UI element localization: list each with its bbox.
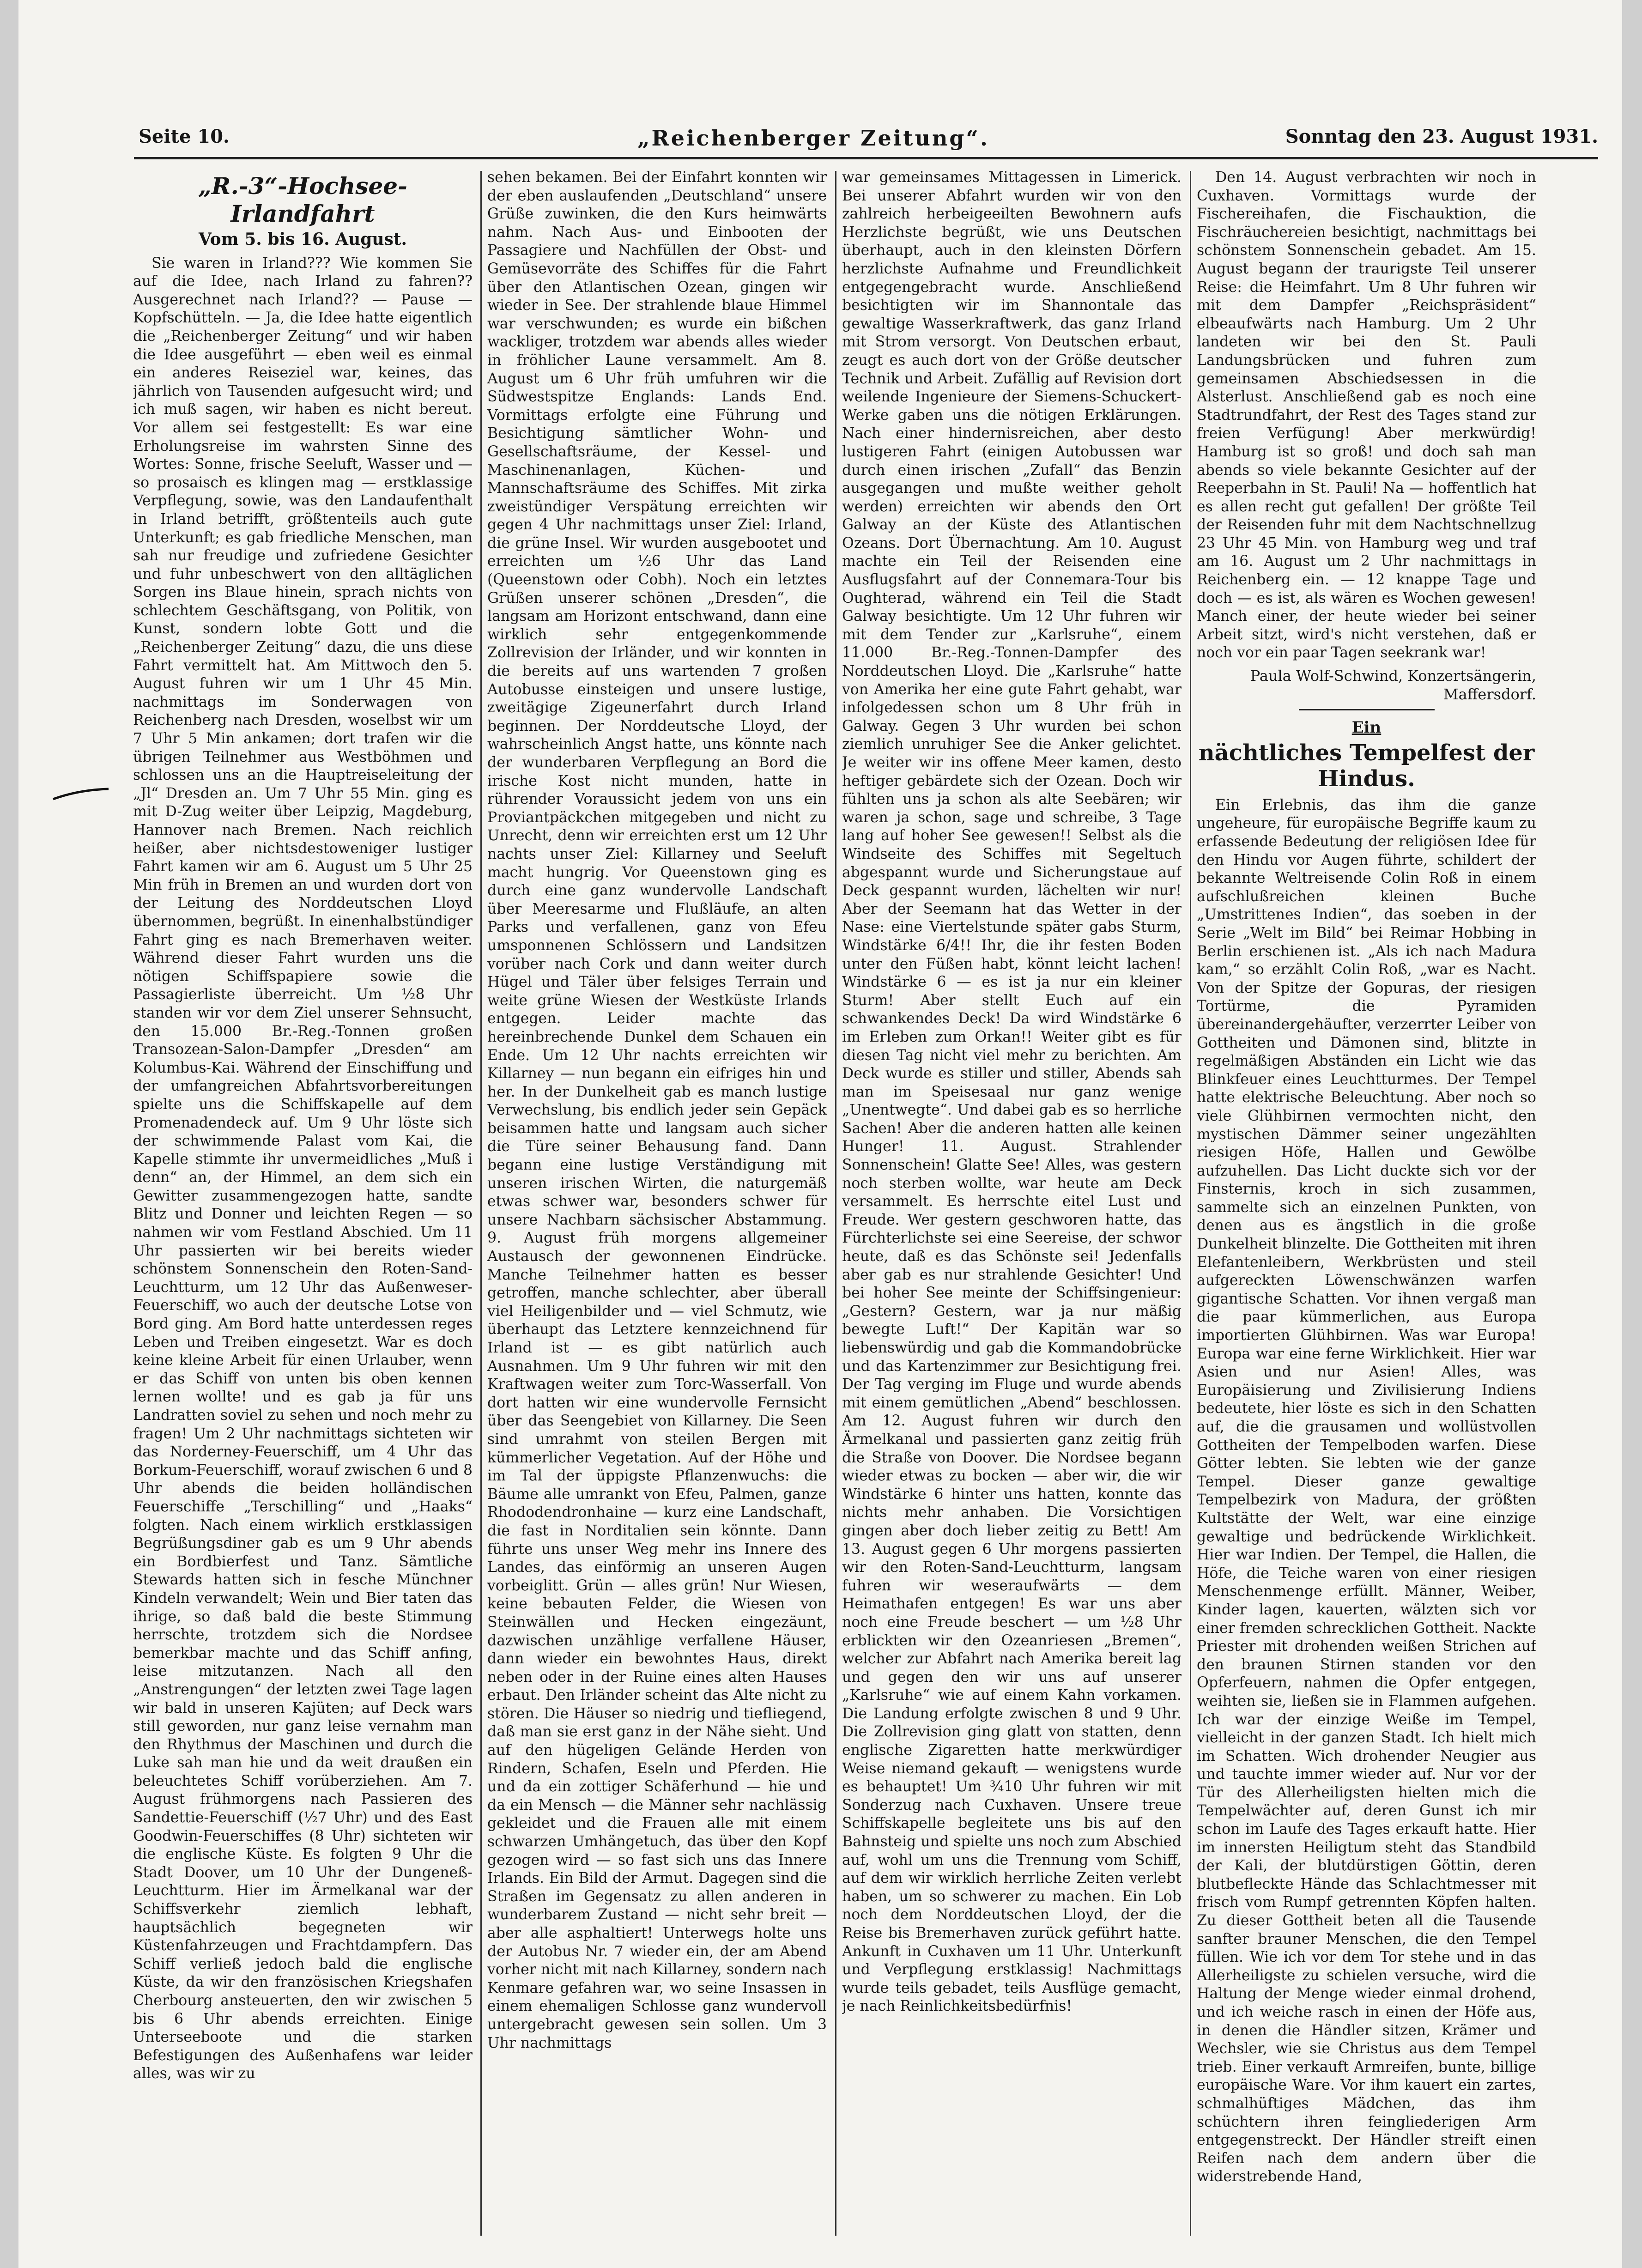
pencil-mark bbox=[51, 781, 111, 808]
issue-date: Sonntag den 23. August 1931. bbox=[1285, 126, 1598, 147]
column-4 bbox=[1197, 169, 1536, 2238]
article-separator bbox=[1299, 709, 1435, 710]
article-title: „R.-3“-Hochsee-Irlandfahrt bbox=[198, 172, 407, 227]
newspaper-page bbox=[18, 0, 1622, 2268]
page-header bbox=[120, 126, 1598, 153]
article-kicker: Ein bbox=[1351, 718, 1381, 737]
article-text: Ein Erlebnis, das ihm die ganze ungeheure, für europäische Begriffe kaum zu erfassende Bedeutung der religiösen Idee für den Hindu vor Augen führte, schildert der bekannte Weltreisende Colin Roß in einem aufschlußreichen kleinen Buche „Umstrittenes Indien“, das soeben in der Serie „Welt im Bild“ bei Reimar Hobbing in Berlin erschienen ist. „Als ich nach Madura kam,“ so erzählt Colin Roß, „war es Nacht. Von der Spitze der Gopuras, der riesigen Tortürme, die Pyramiden übereinandergehäufter, verzerrter Leiber von Gottheiten und Dämonen sind, blitzte in regelmäßigen Abständen ein Licht wie das Blinkfeuer eines Leuchtturmes. Der Tempel hatte elektrische Beleuchtung. Aber noch so viele Glühbirnen vermochten nicht, den mystischen Dämmer seiner ungezählten riesigen Höfe, Hallen und Gewölbe aufzuhellen. Das Licht duckte sich vor der Finsternis, kroch in sich zusammen, sammelte sich an einzelnen Punkten, von denen aus es ängstlich in die große Dunkelheit blinzelte. Die Gottheiten mit ihren Elefantenleibern, Werkbrüsten und steil aufgereckten Löwenschwänzen warfen gigantische Schatten. Vor ihnen vergaß man die paar kümmerlichen, aus Europa importierten Glühbirnen. Was war Europa! Europa war eine ferne Wirklichkeit. Hier war Asien und nur Asien! Alles, was Europäisierung und Zivilisierung Indiens bedeutete, hier löste es sich in den Schatten auf, die die grausamen und wollüstvollen Gottheiten der Tempelboden warfen. Diese Götter lebten. Sie lebten wie der ganze Tempel. Dieser ganze gewaltige Tempelbezirk von Madura, der größten Kultstätte der Welt, war eine einzige gewaltige und bedrückende Wirklichkeit. Hier war Indien. Der Tempel, die Hallen, die Höfe, die Teiche waren von einer riesigen Menschenmenge erfüllt. Männer, Weiber, Kinder lagen, kauerten, wälzten sich vor einer fremden schrecklichen Gottheit. Nackte Priester mit drohenden weißen Strichen auf den braunen Stirnen standen vor den Opferfeuern, nahmen die Opfer entgegen, weihten sie, ließen sie in Flammen aufgehen. Ich war der einzige Weiße im Tempel, vielleicht in der ganzen Stadt. Ich hielt mich im Schatten. Wich drohender Neugier aus und tauchte immer wieder auf. Nur vor der Tür des Allerheiligsten hielten mich die Tempelwächter auf, deren Gunst ich mir schon im Laufe des Tages erkauft hatte. Hier im innersten Heiligtum steht das Standbild der Kali, der blutdürstigen Göttin, deren blutbefleckte Hände das Schlachtmesser mit frisch vom Rumpf getrennten Köpfen halten. Zu dieser Gottheit beten all die Tausende sanfter brauner Menschen, die den Tempel füllen. Wie ich vor dem Tor stehe und in das Allerheiligste zu schielen versuche, wird die Haltung der Menge wieder einmal drohend, und ich weiche rasch in einen der Höfe aus, in denen die Händler sitzen, Krämer und Wechsler, wie sie Christus aus dem Tempel trieb. Einer verkauft Armreifen, bunte, billige europäische Ware. Vor ihm kauert ein zartes, schmalhüftiges Mädchen, das ihm schüchtern ihren feingliederigen Arm entgegenstreckt. Der Händler streift einen Reifen nach dem andern über die widerstrebende Hand, bbox=[1197, 796, 1536, 2185]
column-divider bbox=[835, 171, 836, 2236]
article-text: Sie waren in Irland??? Wie kommen Sie auf die Idee, nach Irland zu fahren?? Ausgerechnet nach Irland?? — Pause — Kopfschütteln. — Ja, die Idee hatte eigentlich die „Reichenberger Zeitung“ und wir haben die Idee ausgeführt — eben weil es einmal ein anderes Reiseziel war, keines, das jährlich von Tausenden aufgesucht wird; und ich muß sagen, wir haben es nicht bereut. Vor allem sei festgestellt: Es war eine Erholungsreise im wahrsten Sinne des Wortes: Sonne, frische Seeluft, Wasser und — so prosaisch es klingen mag — erstklassige Verpflegung, sowie, was den Landaufenthalt in Irland betrifft, größtenteils auch gute Unterkunft; es gab friedliche Menschen, man sah nur freudige und zufriedene Gesichter und fuhr unbeschwert von den alltäglichen Sorgen ins Blaue hinein, sprach nichts von schlechtem Geschäftsgang, von Politik, von Kunst, sondern lobte Gott und die „Reichenberger Zeitung“ dazu, die uns diese Fahrt vermittelt hat. Am Mittwoch den 5. August fuhren wir um 1 Uhr 45 Min. nachmittags im Sonderwagen von Reichenberg nach Dresden, woselbst wir um 7 Uhr 5 Min ankamen; dort trafen wir die übrigen Teilnehmer aus Westböhmen und schlossen uns an die Hauptreiseleitung der „Jl“ Dresden an. Um 7 Uhr 55 Min. ging es mit D-Zug weiter über Leipzig, Magdeburg, Hannover nach Bremen. Nach reichlich heißer, aber nichtsdestoweniger lustiger Fahrt kamen wir am 6. August um 5 Uhr 25 Min früh in Bremen an und wurden dort von der Leitung des Norddeutschen Lloyd übernommen, begrüßt. In einenhalbstündiger Fahrt ging es nach Bremerhaven weiter. Während dieser Fahrt wurden uns die nötigen Schiffspapiere sowie die Passagierliste überreicht. Um ½8 Uhr standen wir vor dem Ziel unserer Sehnsucht, den 15.000 Br.-Reg.-Tonnen großen Transozean-Salon-Dampfer „Dresden“ am Kolumbus-Kai. Während der Einschiffung und der umfangreichen Abfahrtsvorbereitungen spielte uns die Schiffskapelle auf dem Promenadendeck auf. Um 9 Uhr löste sich der schwimmende Palast vom Kai, die Kapelle stimmte ihr unvermeidliches „Muß i denn“ an, der Himmel, an dem sich ein Gewitter zusammengezogen hatte, sandte Blitz und Donner und leichten Regen — so nahmen wir vom Festland Abschied. Um 11 Uhr passierten wir bei bereits wieder schönstem Sonnenschein den Roten-Sand-Leuchtturm, um 12 Uhr das Außenweser-Feuerschiff, wo auch der deutsche Lotse von Bord ging. Am Bord hatte unterdessen reges Leben und Treiben eingesetzt. War es doch keine kleine Arbeit für einen Urlauber, wenn er das Schiff von unten bis oben kennen lernen wollte! und es gab ja für uns Landratten soviel zu sehen und noch mehr zu fragen! Um 2 Uhr nachmittags sichteten wir das Norderney-Feuerschiff, um 4 Uhr das Borkum-Feuerschiff, worauf zwischen 6 und 8 Uhr abends die beiden holländischen Feuerschiffe „Terschilling“ und „Haaks“ folgten. Nach einem wirklich erstklassigen Begrüßungsdiner gab es um 9 Uhr abends ein Bordbierfest und Tanz. Sämtliche Stewards hatten sich in fesche Münchner Kindeln verwandelt; Wein und Bier taten das ihrige, so daß bald die beste Stimmung herrschte, trotzdem sich die Nordsee bemerkbar machte und das Schiff anfing, leise mitzutanzen. Nach all den „Anstrengungen“ der letzten zwei Tage lagen wir bald in unseren Kajüten; auf Deck wars still geworden, nur ganz leise vernahm man den Rhythmus der Maschinen und durch die Luke sah man hie und da weit draußen ein beleuchtetes Schiff vorüberziehen. Am 7. August frühmorgens nach Passieren des Sandettie-Feuerschiff (½7 Uhr) und des East Goodwin-Feuerschiffes (8 Uhr) sichteten wir die englische Küste. Es folgten 9 Uhr die Stadt Doover, um 10 Uhr der Dungeneß-Leuchtturm. Hier im Ärmelkanal war der Schiffsverkehr ziemlich lebhaft, hauptsächlich begegneten wir Küstenfahrzeugen und Frachtdampfern. Das Schiff verließ jedoch bald die englische Küste, da wir den französischen Kriegshafen Cherbourg ansteuerten, den wir zwischen 5 bis 6 Uhr abends erreichten. Einige Unterseeboote und die starken Befestigungen des Außenhafens war leider alles, was wir zu bbox=[133, 255, 473, 2082]
header-rule bbox=[134, 157, 1598, 159]
article-signature: Paula Wolf-Schwind, Konzertsängerin, Maffersdorf. bbox=[1250, 667, 1536, 703]
column-3 bbox=[842, 169, 1182, 2238]
column-divider bbox=[1190, 171, 1191, 2236]
article-subtitle: Vom 5. bis 16. August. bbox=[198, 230, 407, 249]
newspaper-name: „Reichenberger Zeitung“. bbox=[637, 126, 990, 151]
article-text: war gemeinsames Mittagessen in Limerick. Bei unserer Abfahrt wurden wir von den zahlreich herbeigeeilten Bewohnern aufs Herzlichste begrüßt, wie uns Deutschen überhaupt, auch in den kleinsten Dörfern herzlichste Aufnahme und Freundlichkeit entgegengebracht wurde. Anschließend besichtigten wir im Shannontale das gewaltige Wasserkraftwerk, das ganz Irland mit Strom versorgt. Von Deutschen erbaut, zeugt es auch dort von der Größe deutscher Technik und Arbeit. Zufällig auf Revision dort weilende Ingenieure der Siemens-Schuckert-Werke gaben uns die nötigen Erklärungen. Nach einer hindernisreichen, aber desto lustigeren Fahrt (einigen Autobussen war durch einen irischen „Zufall“ das Benzin ausgegangen und mußte weither geholt werden) erreichten wir abends den Ort Galway an der Küste des Atlantischen Ozeans. Dort Übernachtung. Am 10. August machte ein Teil der Reisenden eine Ausflugsfahrt auf der Connemara-Tour bis Oughterad, während ein Teil die Stadt Galway besichtigte. Um 12 Uhr fuhren wir mit dem Tender zur „Karlsruhe“, einem 11.000 Br.-Reg.-Tonnen-Dampfer des Norddeutschen Lloyd. Die „Karlsruhe“ hatte von Amerika her eine gute Fahrt gehabt, war infolgedessen schon um 8 Uhr früh in Galway. Gegen 3 Uhr wurden bei schon ziemlich unruhiger See die Anker gelichtet. Je weiter wir ins offene Meer kamen, desto heftiger gebärdete sich der Ozean. Doch wir fühlten uns ja schon als alte Seebären; wir waren ja schon, sage und schreibe, 3 Tage lang auf hoher See gewesen!! Selbst als die Windseite des Schiffes mit Segeltuch abgespannt wurde und Sicherungstaue auf Deck gespannt wurden, lächelten wir nur! Aber der Seemann hat das Wetter in der Nase: eine Viertelstunde später gabs Sturm, Windstärke 6/4!! Ihr, die ihr festen Boden unter den Füßen habt, könnt leicht lachen! Windstärke 6 — es ist ja nur ein kleiner Sturm! Aber stellt Euch auf ein schwankendes Deck! Da wird Windstärke 6 im Erleben zum Orkan!! Weiter gibt es für diesen Tag nicht viel mehr zu berichten. Am Deck wurde es stiller und stiller, Abends sah man im Speisesaal nur ganz wenige „Unentwegte“. Und dabei gab es so herrliche Sachen! Aber die anderen hatten alle keinen Hunger! 11. August. Strahlender Sonnenschein! Glatte See! Alles, was gestern noch sterben wollte, war heute am Deck versammelt. Es herrschte eitel Lust und Freude. Wer gestern geschworen hatte, das Fürchterlichste sei eine Seereise, der schwor heute, daß es das Schönste sei! Jedenfalls aber gab es nur strahlende Gesichter! Und bei hoher See meinte der Schiffsingenieur: „Gestern? Gestern, war ja nur mäßig bewegte Luft!“ Der Kapitän war so liebenswürdig und gab die Kommandobrücke und das Kartenzimmer zur Besichtigung frei. Der Tag verging im Fluge und wurde abends mit einem gemütlichen „Abend“ beschlossen. Am 12. August fuhren wir durch den Ärmelkanal und passierten ganz zeitig früh die Straße von Doover. Die Nordsee begann wieder etwas zu bocken — aber wir, die wir Windstärke 6 hinter uns hatten, konnte das nichts mehr anhaben. Die Vorsichtigen gingen aber doch lieber zeitig zu Bett! Am 13. August gegen 6 Uhr morgens passierten wir den Roten-Sand-Leuchtturm, langsam fuhren wir weseraufwärts — dem Heimathafen entgegen! Es war uns aber noch eine Freude beschert — um ½8 Uhr erblickten wir den Ozeanriesen „Bremen“, welcher zur Abfahrt nach Amerika bereit lag und gegen den wir uns auf unserer „Karlsruhe“ wie auf einem Kahn vorkamen. Die Landung erfolgte zwischen 8 und 9 Uhr. Die Zollrevision ging glatt von statten, denn englische Zigaretten hatte merkwürdiger Weise niemand gekauft — wenigstens wurde es behauptet! Um ¾10 Uhr fuhren wir mit Sonderzug nach Cuxhaven. Unsere treue Schiffskapelle begleitete uns bis auf den Bahnsteig und spielte uns noch zum Abschied auf, wohl um uns die Trennung vom Schiff, auf dem wir wirklich herrliche Zeiten verlebt haben, um so schwerer zu machen. Ein Lob noch dem Norddeutschen Lloyd, der die Reise bis Bremerhaven zurück geführt hatte. Ankunft in Cuxhaven um 11 Uhr. Unterkunft und Verpflegung erstklassig! Nachmittags wurde teils gebadet, teils Ausflüge gemacht, je nach Reinlichkeitsbedürfnis! bbox=[842, 169, 1182, 2015]
article-text: Den 14. August verbrachten wir noch in Cuxhaven. Vormittags wurde der Fischereihafen, die Fischauktion, die Fischräuchereien besichtigt, nachmittags bei schönstem Sonnenschein gebadet. Am 15. August begann der traurigste Teil unserer Reise: die Heimfahrt. Um 8 Uhr fuhren wir mit dem Dampfer „Reichspräsident“ elbeaufwärts nach Hamburg. Um 2 Uhr landeten wir bei den St. Pauli Landungsbrücken und fuhren zum gemeinsamen Abschiedsessen in die Alsterlust. Anschließend gab es noch eine Stadtrundfahrt, der Rest des Tages stand zur freien Verfügung! Aber merkwürdig! Hamburg ist so groß! und doch sah man abends so viele bekannte Gesichter auf der Reeperbahn in St. Pauli! Na — hoffentlich hat es allen recht gut gefallen! Der größte Teil der Reisenden fuhr mit dem Nachtschnellzug 23 Uhr 45 Min. von Hamburg weg und traf am 16. August um 2 Uhr nachmittags in Reichenberg ein. — 12 knappe Tage und doch — es ist, als wären es Wochen gewesen! Manch einer, der heute wieder bei seiner Arbeit sitzt, wird's nicht verstehen, daß er noch vor ein paar Tagen seekrank war! bbox=[1197, 169, 1536, 661]
column-divider bbox=[480, 171, 482, 2236]
column-1 bbox=[133, 169, 473, 2238]
article-text: sehen bekamen. Bei der Einfahrt konnten wir der eben auslaufenden „Deutschland“ unsere Grüße zuwinken, die den Kurs heimwärts nahm. Nach Aus- und Einbooten der Passagiere und Nachfüllen der Obst- und Gemüsevorräte des Schiffes für die Fahrt über den Atlantischen Ozean, gingen wir wieder in See. Der strahlende blaue Himmel war verschwunden; es wurde ein bißchen wackliger, trotzdem war abends alles wieder in fröhlicher Laune versammelt. Am 8. August um 6 Uhr früh umfuhren wir die Südwestspitze Englands: Lands End. Vormittags erfolgte eine Führung und Besichtigung sämtlicher Wohn- und Gesellschaftsräume, der Kessel- und Maschinenanlagen, Küchen- und Mannschaftsräume des Schiffes. Mit zirka zweistündiger Verspätung erreichten wir gegen 4 Uhr nachmittags unser Ziel: Irland, die grüne Insel. Wir wurden ausgebootet und erreichten um ½6 Uhr das Land (Queenstown oder Cobh). Noch ein letztes Grüßen unserer schönen „Dresden“, die langsam am Horizont entschwand, dann eine wirklich sehr entgegenkommende Zollrevision der Irländer, und wir konnten in die bereits auf uns wartenden 7 großen Autobusse einsteigen und unsere lustige, zweitägige Zigeunerfahrt durch Irland beginnen. Der Norddeutsche Lloyd, der wahrscheinlich Angst hatte, uns könnte nach der wunderbaren Verpflegung an Bord die irische Kost nicht munden, hatte in rührender Voraussicht jedem von uns ein Proviantpäckchen mitgegeben und nicht zu Unrecht, denn wir erreichten erst um 12 Uhr nachts unser Ziel: Killarney und Seeluft macht hungrig. Vor Queenstown ging es durch eine ganz wundervolle Landschaft über Meeresarme und Flußläufe, an alten Parks und verfallenen, ganz von Efeu umsponnenen Schlössern und Landsitzen vorüber nach Cork und dann weiter durch Hügel und Täler über felsiges Terrain und weite grüne Wiesen der Westküste Irlands entgegen. Leider machte das hereinbrechende Dunkel dem Schauen ein Ende. Um 12 Uhr nachts erreichten wir Killarney — nun begann ein eifriges hin und her. In der Dunkelheit gab es manch lustige Verwechslung, bis endlich jeder sein Gepäck beisammen hatte und langsam auch sicher die Türe seiner Behausung fand. Dann begann eine lustige Verständigung mit unseren irischen Wirten, die naturgemäß etwas schwer war, besonders schwer für unsere Nachbarn sächsischer Abstammung. 9. August früh morgens allgemeiner Austausch der gewonnenen Eindrücke. Manche Teilnehmer hatten es besser getroffen, manche schlechter, aber überall viel Heiligenbilder und — viel Schmutz, wie überhaupt das Letztere kennzeichnend für Irland ist — es gibt natürlich auch Ausnahmen. Um 9 Uhr fuhren wir mit den Kraftwagen weiter zum Torc-Wasserfall. Von dort hatten wir eine wundervolle Fernsicht über das Seengebiet von Killarney. Die Seen sind umrahmt von steilen Bergen mit kümmerlicher Vegetation. Auf der Höhe und im Tal der üppigste Pflanzenwuchs: die Bäume alle umrankt von Efeu, Palmen, ganze Rhododendronhaine — kurz eine Landschaft, die fast in Norditalien sein könnte. Dann führte uns unser Weg mehr ins Innere des Landes, das einförmig an unseren Augen vorbeiglitt. Grün — alles grün! Nur Wiesen, keine bebauten Felder, die Wiesen von Steinwällen und Hecken eingezäunt, dazwischen unzählige verfallene Häuser, dann wieder ein bewohntes Haus, direkt neben oder in der Ruine eines alten Hauses erbaut. Den Irländer scheint das Alte nicht zu stören. Die Häuser so niedrig und tiefliegend, daß man sie erst ganz in der Nähe sieht. Und auf den hügeligen Gelände Herden von Rindern, Schafen, Eseln und Pferden. Hie und da ein zottiger Schäferhund — hie und da ein Mensch — die Männer sehr nachlässig gekleidet und die Frauen alle mit einem schwarzen Umhängetuch, das über den Kopf gezogen wird — so fast sich uns das Innere Irlands. Ein Bild der Armut. Dagegen sind die Straßen im Gegensatz zu allen anderen in wunderbarem Zustand — nicht sehr breit — aber alle asphaltiert! Unterwegs holte uns der Autobus Nr. 7 wieder ein, der am Abend vorher nicht mit nach Killarney, sondern nach Kenmare gefahren war, wo seine Insassen in einem ehemaligen Schlosse ganz wundervoll untergebracht gewesen sein sollen. Um 3 Uhr nachmittags bbox=[487, 169, 827, 2051]
column-2 bbox=[487, 169, 827, 2238]
page-number: Seite 10. bbox=[139, 126, 230, 147]
article-title: nächtliches Tempelfest der Hindus. bbox=[1198, 740, 1535, 792]
